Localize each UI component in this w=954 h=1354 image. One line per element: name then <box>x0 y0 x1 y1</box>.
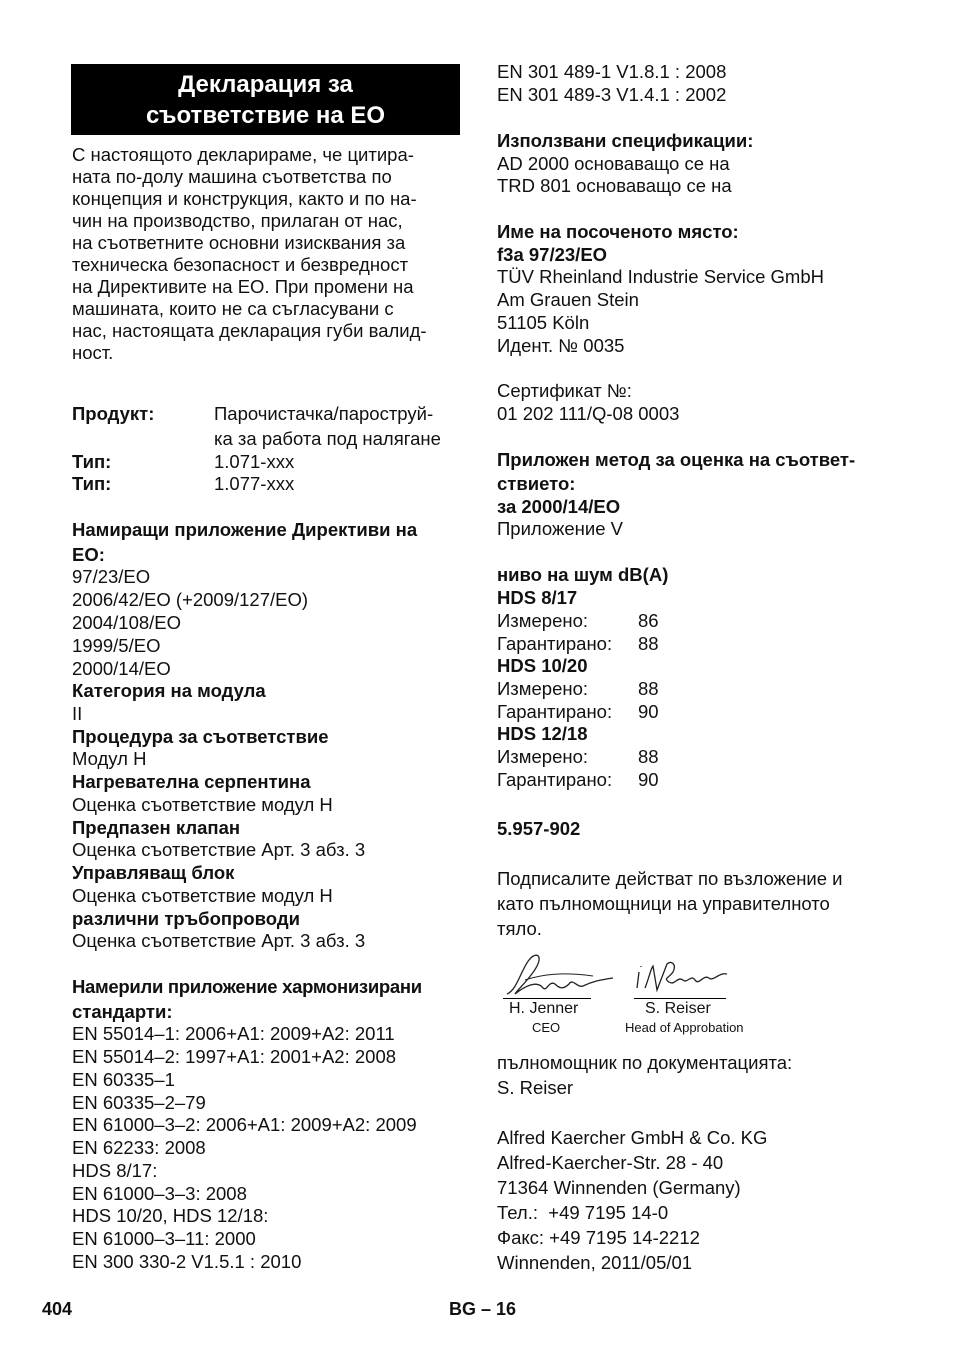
spec-item: AD 2000 основаващо се на <box>497 153 730 174</box>
measured-value: 88 <box>638 678 659 699</box>
page-title <box>71 64 460 135</box>
section-heading: ниво на шум dB(A) <box>497 564 669 585</box>
guaranteed-value: 90 <box>638 769 659 790</box>
signatories-line: като пълномощници на управителното <box>497 893 830 914</box>
certificate-label: Сертификат №: <box>497 380 632 401</box>
section-heading: Процедура за съответствие <box>72 726 329 747</box>
body-line: Am Grauen Stein <box>497 289 639 310</box>
measured-label: Измерено: <box>497 610 589 631</box>
directive-item: 2004/108/ЕО <box>72 612 182 633</box>
signer-role: CEO <box>532 1020 561 1035</box>
model-name: HDS 12/18 <box>497 723 588 744</box>
guaranteed-label: Гарантирано: <box>497 769 613 790</box>
standard-item: EN 301 489-3 V1.4.1 : 2002 <box>497 84 727 105</box>
guaranteed-label: Гарантирано: <box>497 633 613 654</box>
body-line: Идент. № 0035 <box>497 335 625 356</box>
page-number: 404 <box>42 1299 73 1319</box>
documentation-name: S. Reiser <box>497 1077 574 1098</box>
standard-item: EN 62233: 2008 <box>72 1137 206 1158</box>
body-line: 51105 Köln <box>497 312 590 333</box>
documentation-label: пълномощник по документацията: <box>497 1052 793 1073</box>
signer-role: Head of Approbation <box>625 1020 744 1035</box>
signer-name: S. Reiser <box>645 1000 711 1017</box>
signature-jenner <box>503 950 623 1002</box>
intro-line: ност. <box>72 342 114 363</box>
intro-line: техническа безопасност и безвредност <box>72 254 409 275</box>
section-value: Оценка съответствие Арт. 3 абз. 3 <box>72 930 366 951</box>
product-value: ка за работа под налягане <box>214 428 441 449</box>
address-line: Alfred-Kaercher-Str. 28 - 40 <box>497 1152 724 1173</box>
section-value: Оценка съответствие модул H <box>72 794 333 815</box>
standard-item: EN 60335–2–79 <box>72 1092 206 1113</box>
certificate-value: 01 202 111/Q-08 0003 <box>497 403 680 424</box>
intro-line: нас, настоящата декларация губи валид- <box>72 320 427 341</box>
directive-item: 1999/5/ЕО <box>72 635 161 656</box>
document-number: 5.957-902 <box>497 818 581 839</box>
section-value: II <box>72 703 83 724</box>
section-subheading: за 2000/14/ЕО <box>497 496 621 517</box>
section-heading: ЕО: <box>72 544 105 565</box>
guaranteed-value: 90 <box>638 701 659 722</box>
section-subheading: f3a 97/23/EO <box>497 244 608 265</box>
section-value: Оценка съответствие Арт. 3 абз. 3 <box>72 839 366 860</box>
guaranteed-value: 88 <box>638 633 659 654</box>
title-line-1: Декларация за <box>178 70 353 98</box>
model-name: HDS 10/20 <box>497 655 588 676</box>
section-heading: Предпазен клапан <box>72 817 241 838</box>
intro-line: на Директивите на ЕО. При промени на <box>72 276 414 297</box>
section-heading: различни тръбопроводи <box>72 908 300 929</box>
standard-item: EN 55014–1: 2006+A1: 2009+A2: 2011 <box>72 1023 395 1044</box>
section-heading: ствието: <box>497 473 576 494</box>
directive-item: 97/23/ЕО <box>72 566 151 587</box>
standard-item: EN 60335–1 <box>72 1069 175 1090</box>
standard-item: EN 55014–2: 1997+A1: 2001+A2: 2008 <box>72 1046 397 1067</box>
product-value: Парочистачка/пароструй- <box>214 403 434 424</box>
standard-item: HDS 10/20, HDS 12/18: <box>72 1205 269 1226</box>
standard-item: HDS 8/17: <box>72 1160 158 1181</box>
intro-line: концепция и конструкция, както и по на- <box>72 188 417 209</box>
intro-line: чин на производство, прилаган от нас, <box>72 210 403 231</box>
measured-label: Измерено: <box>497 678 589 699</box>
directive-item: 2000/14/ЕО <box>72 658 171 679</box>
standard-item: EN 61000–3–11: 2000 <box>72 1228 256 1249</box>
section-heading: стандарти: <box>72 1001 173 1022</box>
signature-line <box>503 998 591 999</box>
signatories-line: тяло. <box>497 918 542 939</box>
intro-line: машината, които не са съгласувани с <box>72 298 394 319</box>
footer-dash: – <box>481 1299 492 1319</box>
section-heading: Намерили приложение хармонизирани <box>72 976 422 997</box>
section-heading: Намиращи приложение Директиви на <box>72 519 418 540</box>
address-line: Alfred Kaercher GmbH & Co. KG <box>497 1127 768 1148</box>
intro-line: ната по-долу машина съответства по <box>72 166 392 187</box>
section-value: Оценка съответствие модул H <box>72 885 333 906</box>
type-value: 1.077-xxx <box>214 473 295 494</box>
section-heading: Име на посоченото място: <box>497 221 739 242</box>
type-label: Тип: <box>72 451 112 472</box>
address-line: Факс: +49 7195 14-2212 <box>497 1227 700 1248</box>
type-value: 1.071-xxx <box>214 451 295 472</box>
section-heading: Категория на модула <box>72 680 266 701</box>
section-value: Модул H <box>72 748 147 769</box>
assessment-value: Приложение V <box>497 518 623 539</box>
standard-item: EN 301 489-1 V1.8.1 : 2008 <box>497 61 727 82</box>
measured-label: Измерено: <box>497 746 589 767</box>
signature-reiser <box>633 958 733 1000</box>
measured-value: 86 <box>638 610 659 631</box>
section-heading: Приложен метод за оценка на съответ- <box>497 449 856 470</box>
section-heading: Използвани спецификации: <box>497 130 754 151</box>
type-label: Тип: <box>72 473 112 494</box>
product-label: Продукт: <box>72 403 155 424</box>
address-line: Тел.: +49 7195 14-0 <box>497 1202 669 1223</box>
footer-section-marker <box>449 1298 516 1320</box>
standard-item: EN 300 330-2 V1.5.1 : 2010 <box>72 1251 302 1272</box>
standard-item: EN 61000–3–3: 2008 <box>72 1183 247 1204</box>
body-line: TÜV Rheinland Industrie Service GmbH <box>497 266 824 287</box>
guaranteed-label: Гарантирано: <box>497 701 613 722</box>
measured-value: 88 <box>638 746 659 767</box>
address-line: Winnenden, 2011/05/01 <box>497 1252 693 1273</box>
section-heading: Нагревателна серпентина <box>72 771 311 792</box>
intro-paragraph <box>72 144 464 364</box>
signature-line <box>634 998 726 999</box>
spec-item: TRD 801 основаващо се на <box>497 175 732 196</box>
standard-item: EN 61000–3–2: 2006+A1: 2009+A2: 2009 <box>72 1114 417 1135</box>
section-heading: Управляващ блок <box>72 862 235 883</box>
intro-line: С настоящото декларираме, че цитира- <box>72 144 414 165</box>
signer-name: H. Jenner <box>509 1000 579 1017</box>
section-page-number: 16 <box>496 1299 517 1319</box>
address-line: 71364 Winnenden (Germany) <box>497 1177 741 1198</box>
language-code: BG <box>449 1299 476 1319</box>
signatories-line: Подписалите действат по възложение и <box>497 868 843 889</box>
intro-line: на съответните основни изисквания за <box>72 232 406 253</box>
directive-item: 2006/42/ЕО (+2009/127/ЕО) <box>72 589 309 610</box>
title-line-2: съответствие на ЕО <box>145 101 386 129</box>
model-name: HDS 8/17 <box>497 587 578 608</box>
